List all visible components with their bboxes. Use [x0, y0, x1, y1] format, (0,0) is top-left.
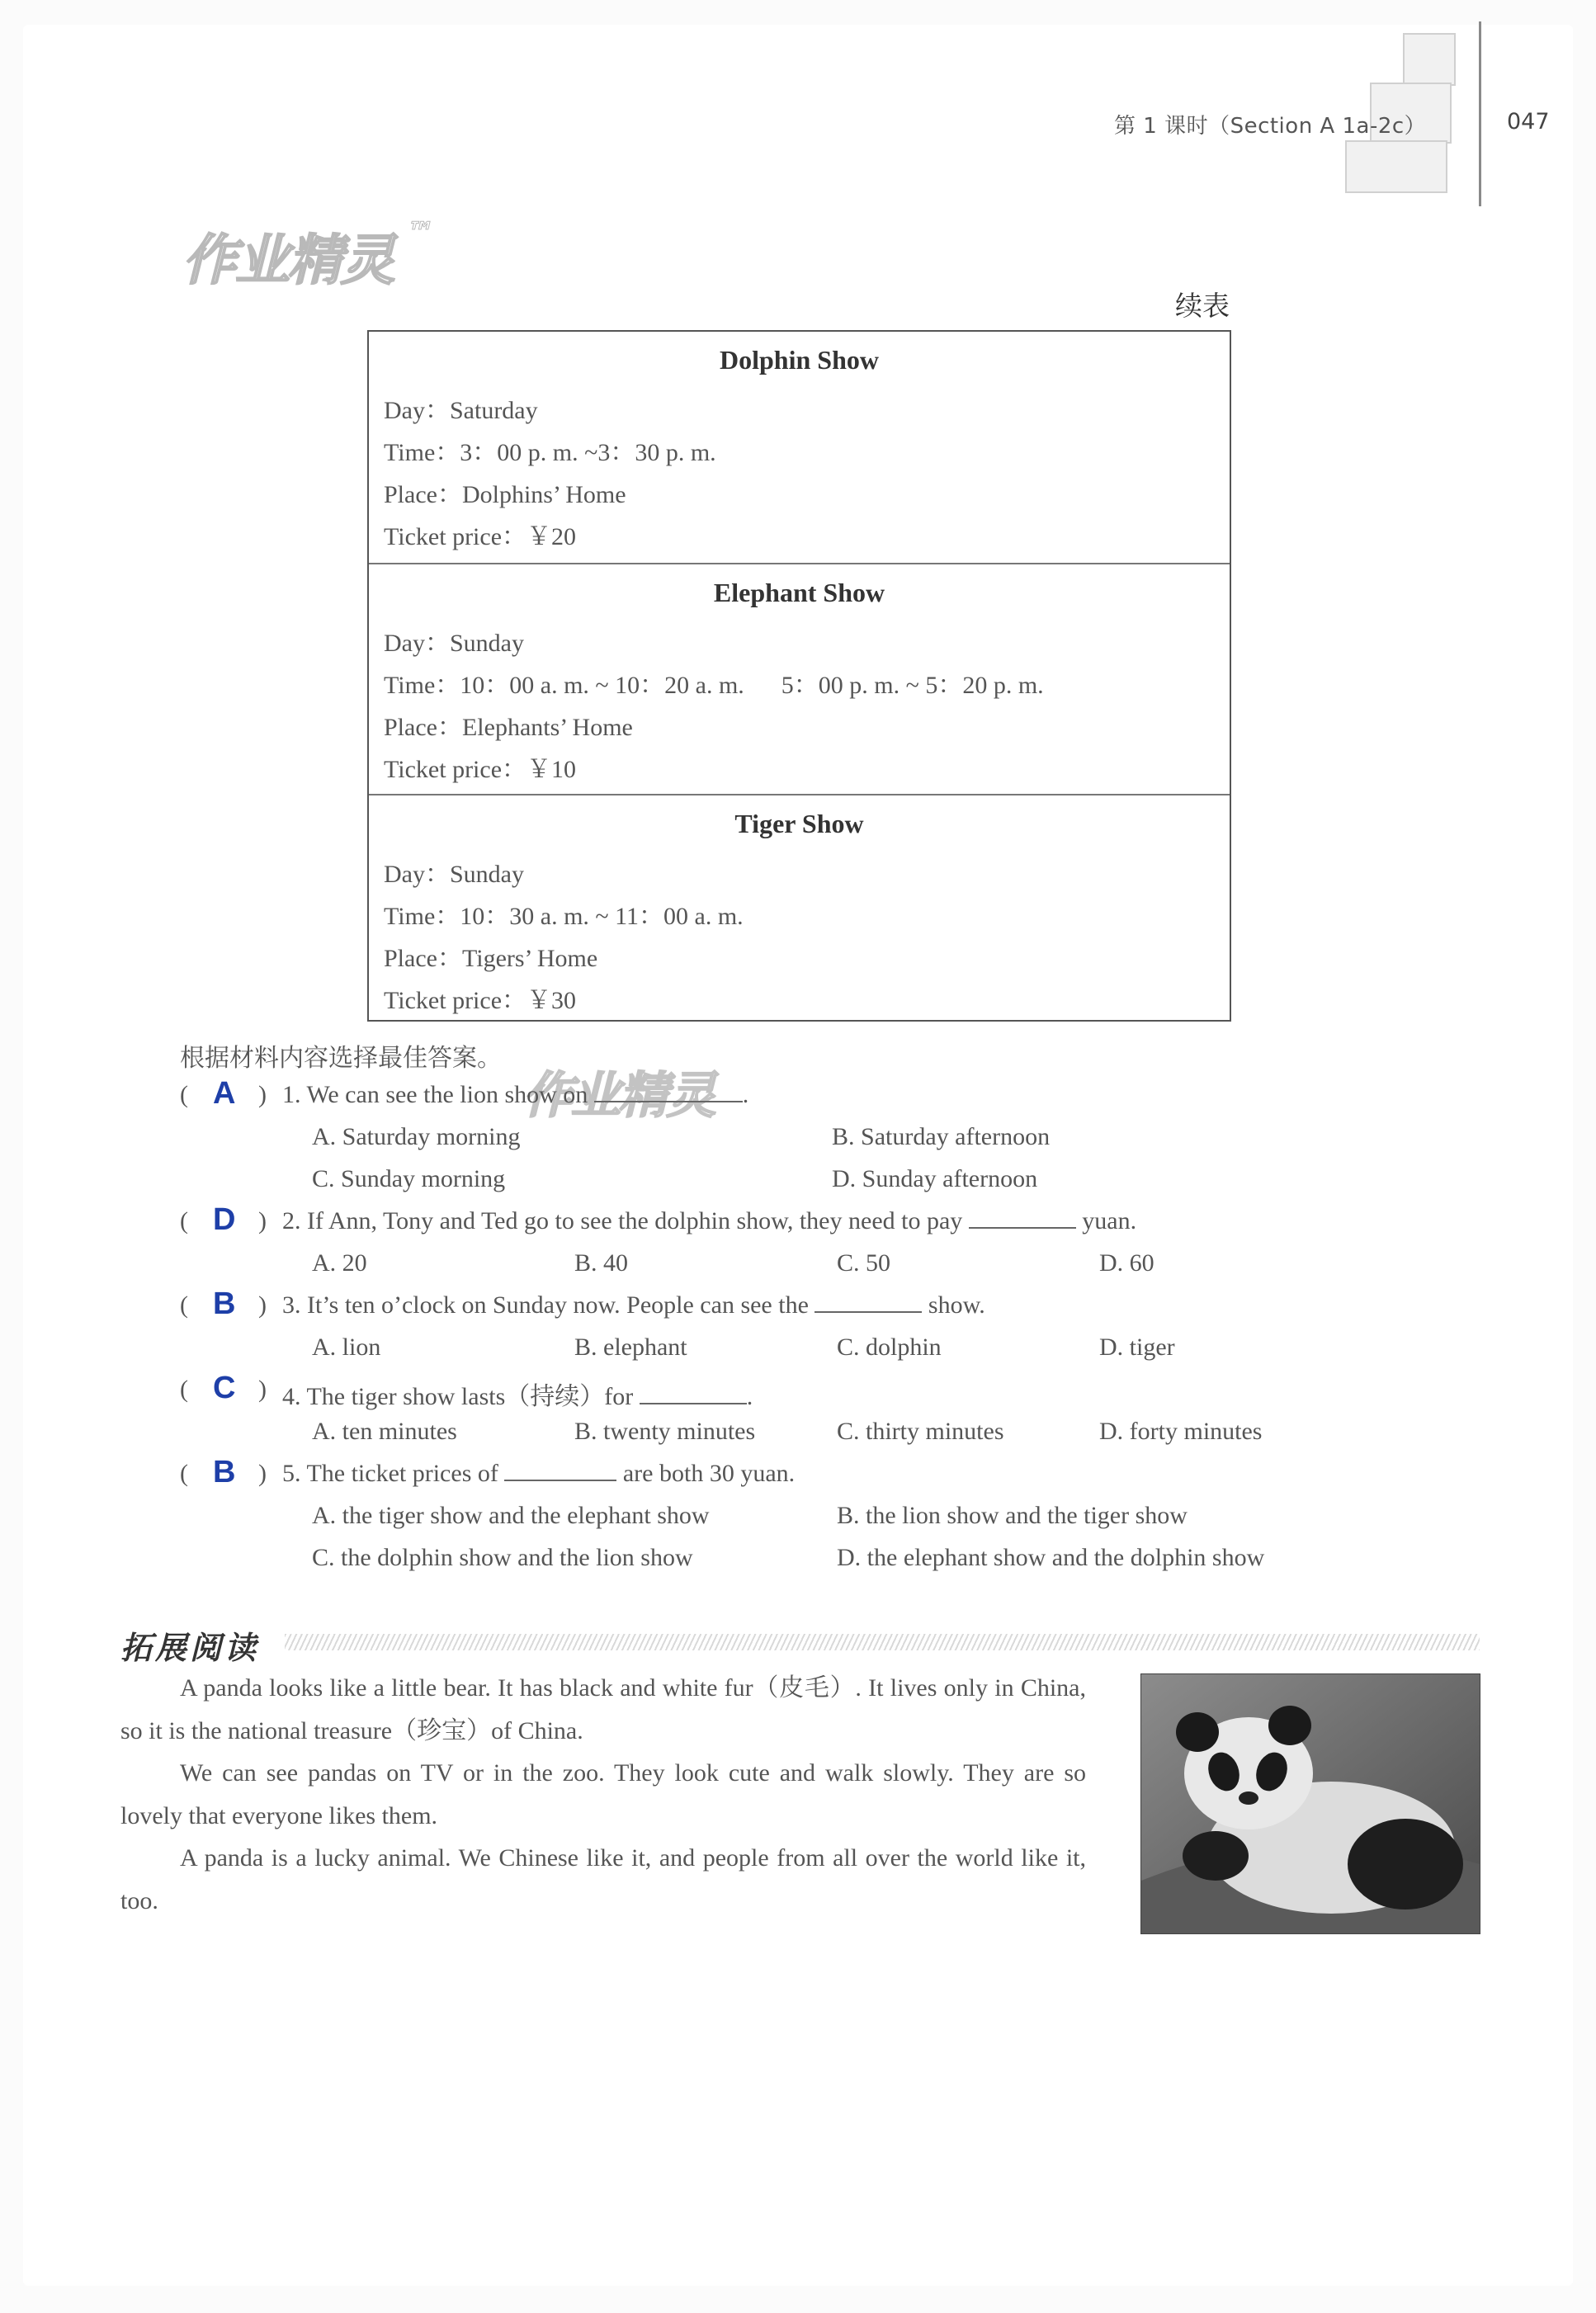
question-text: 2. If Ann, Tony and Ted go to see the dolphin show, they need to pay yuan.: [282, 1207, 1137, 1234]
table-row: Time：10：30 a. m. ~ 11：00 a. m.: [384, 903, 744, 930]
table-row: Time：10：00 a. m. ~ 10：20 a. m. 5：00 p. m. ~ 5：20 p. m.: [384, 672, 1044, 699]
lesson-header: 第 1 课时（Section A 1a-2c）: [1114, 114, 1427, 139]
paren-open: (: [180, 1291, 188, 1319]
continued-table-label: 续表: [1175, 290, 1230, 322]
page-number: 047: [1507, 109, 1550, 135]
header-decoration: [1345, 140, 1447, 193]
question-text: 1. We can see the lion show on .: [282, 1081, 749, 1108]
question-text: 4. The tiger show lasts（持续）for .: [282, 1383, 753, 1410]
table-row: Day：Sunday: [384, 630, 524, 657]
paren-open: (: [180, 1376, 188, 1403]
paren-close: ): [258, 1291, 267, 1319]
table-row: Day：Sunday: [384, 861, 524, 888]
exercise-instruction: 根据材料内容选择最佳答案。: [180, 1044, 502, 1073]
option: C. the dolphin show and the lion show: [312, 1544, 693, 1571]
table-row: Place：Dolphins’ Home: [384, 481, 626, 508]
show-schedule-table: [367, 330, 1231, 1022]
answer-blank[interactable]: [815, 1310, 922, 1313]
section-title: Tiger Show: [734, 809, 864, 838]
extended-reading-title: 拓展阅读: [120, 1629, 260, 1666]
paren-open: (: [180, 1081, 188, 1108]
table-row: Place：Elephants’ Home: [384, 714, 633, 741]
option: A. lion: [312, 1334, 381, 1361]
option: C. Sunday morning: [312, 1165, 506, 1192]
option: A. Saturday morning: [312, 1123, 521, 1150]
panda-photo: [1140, 1673, 1480, 1934]
table-row: Ticket price：￥30: [384, 987, 577, 1014]
option: C. thirty minutes: [837, 1418, 1004, 1445]
elephant-show-section: [369, 563, 1230, 794]
reading-paragraph: We can see pandas on TV or in the zoo. They look cute and walk slowly. They are so lovely that everyone likes them.: [120, 1759, 1086, 1829]
option: D. Sunday afternoon: [832, 1165, 1038, 1192]
tiger-show-section: [369, 794, 1230, 1020]
option: C. 50: [837, 1249, 891, 1277]
option: A. the tiger show and the elephant show: [312, 1502, 710, 1529]
option: B. Saturday afternoon: [832, 1123, 1051, 1150]
answer-mark: A: [213, 1076, 236, 1111]
paren-close: ): [258, 1207, 267, 1234]
option: B. elephant: [574, 1334, 687, 1361]
answer-blank[interactable]: [640, 1402, 747, 1404]
option: A. ten minutes: [312, 1418, 457, 1445]
section-title: Elephant Show: [713, 578, 885, 607]
watermark-logo: 作业精灵™: [178, 216, 436, 292]
reading-paragraph: A panda is a lucky animal. We Chinese like it, and people from all over the world like it, too.: [120, 1844, 1086, 1914]
question-text: 3. It’s ten o’clock on Sunday now. People can see the show.: [282, 1291, 985, 1319]
paren-open: (: [180, 1460, 188, 1487]
answer-blank[interactable]: [504, 1479, 616, 1481]
header-decoration: [1403, 33, 1456, 86]
paren-close: ): [258, 1376, 267, 1403]
header-divider: [1479, 21, 1481, 206]
table-row: Day：Saturday: [384, 397, 538, 424]
watermark-logo: 作业精灵: [520, 1067, 726, 1125]
question-text: 5. The ticket prices of are both 30 yuan.: [282, 1460, 796, 1487]
answer-mark: B: [213, 1455, 236, 1489]
option: D. tiger: [1099, 1334, 1175, 1361]
answer-mark: B: [213, 1286, 236, 1321]
answer-mark: D: [213, 1202, 236, 1237]
option: B. 40: [574, 1249, 629, 1277]
answer-blank[interactable]: [594, 1100, 743, 1102]
option: A. 20: [312, 1249, 367, 1277]
option: D. forty minutes: [1099, 1418, 1263, 1445]
paren-close: ): [258, 1460, 267, 1487]
reading-paragraph: A panda looks like a little bear. It has black and white fur（皮毛）. It lives only in China, so it is the national treasure（珍宝）of China.: [120, 1674, 1086, 1744]
option: C. dolphin: [837, 1334, 942, 1361]
option: D. the elephant show and the dolphin show: [837, 1544, 1265, 1571]
option: B. twenty minutes: [574, 1418, 756, 1445]
table-row: Time：3：00 p. m. ~3：30 p. m.: [384, 439, 716, 466]
panda-illustration: [1141, 1674, 1480, 1933]
paren-open: (: [180, 1207, 188, 1234]
table-row: Ticket price：￥20: [384, 523, 577, 550]
answer-mark: C: [213, 1371, 236, 1405]
paren-close: ): [258, 1081, 267, 1108]
option: D. 60: [1099, 1249, 1155, 1277]
option: B. the lion show and the tiger show: [837, 1502, 1188, 1529]
answer-blank[interactable]: [969, 1226, 1076, 1229]
table-row: Place：Tigers’ Home: [384, 945, 598, 972]
section-title: Dolphin Show: [720, 345, 879, 375]
title-decoration-band: [285, 1634, 1480, 1650]
table-row: Ticket price：￥10: [384, 756, 577, 783]
dolphin-show-section: [369, 332, 1230, 563]
